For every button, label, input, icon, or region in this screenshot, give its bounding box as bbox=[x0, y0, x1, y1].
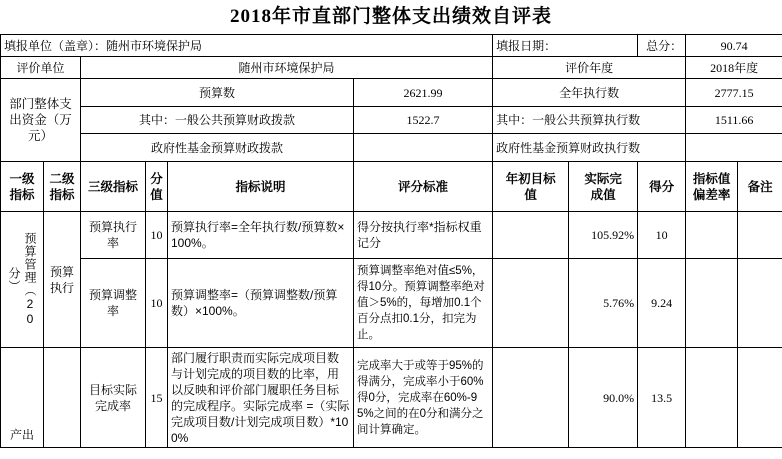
col-standard: 评分标准 bbox=[354, 162, 493, 212]
col-actual: 实际完成值 bbox=[569, 162, 638, 212]
row-standard: 得分按执行率*指标权重记分 bbox=[354, 212, 493, 259]
row-desc: 部门履行职责而实际完成项目数与计划完成的项目数的比率，用以反映和评价部门履职任务目标的完成程序。实际完成率 =（实际完成项目数/计划完成项目数）*100% bbox=[168, 348, 354, 448]
row-level2 bbox=[44, 348, 81, 448]
exec-value: 2777.15 bbox=[686, 79, 782, 107]
row-remark bbox=[738, 259, 782, 348]
row-weight: 10 bbox=[146, 212, 168, 259]
evaluation-table bbox=[0, 34, 782, 448]
row-deviation bbox=[686, 348, 738, 448]
row-desc: 预算执行率=全年执行数/预算数×100%。 bbox=[168, 212, 354, 259]
gov-fund-budget-value bbox=[354, 134, 493, 162]
gov-fund-exec-label: 政府性基金预算财政执行数 bbox=[493, 134, 686, 162]
col-remark: 备注 bbox=[738, 162, 782, 212]
col-level2: 二级指标 bbox=[44, 162, 81, 212]
budget-value: 2621.99 bbox=[354, 79, 493, 107]
eval-unit-label: 评价单位 bbox=[1, 57, 81, 79]
public-exec-label: 其中：一般公共预算执行数 bbox=[493, 107, 686, 134]
eval-year-value: 2018年度 bbox=[686, 57, 782, 79]
funds-section-label: 部门整体支出资金（万元） bbox=[1, 79, 81, 162]
row-score: 10 bbox=[638, 212, 686, 259]
total-label: 总分： bbox=[638, 35, 686, 57]
row-level1: 预算管理（20分） bbox=[1, 212, 44, 348]
col-deviation: 指标值偏差率 bbox=[686, 162, 738, 212]
public-budget-label: 其中：一般公共预算财政拨款 bbox=[81, 107, 354, 134]
col-weight: 分值 bbox=[146, 162, 168, 212]
exec-label: 全年执行数 bbox=[493, 79, 686, 107]
row-target bbox=[493, 212, 569, 259]
col-level1: 一级指标 bbox=[1, 162, 44, 212]
row-remark bbox=[738, 348, 782, 448]
row-level3: 预算执行率 bbox=[81, 212, 146, 259]
public-exec-value: 1511.66 bbox=[686, 107, 782, 134]
row-deviation bbox=[686, 212, 738, 259]
table-row bbox=[1, 348, 782, 448]
row-target bbox=[493, 259, 569, 348]
row-score: 13.5 bbox=[638, 348, 686, 448]
row-actual: 5.76% bbox=[569, 259, 638, 348]
unit-label: 填报单位（盖章）：随州市环境保护局 bbox=[1, 35, 493, 57]
row-standard: 预算调整率绝对值≤5%，得10分。预算调整率绝对值＞5%的，每增加0.1个百分点扣0.1分，扣完为止。 bbox=[354, 259, 493, 348]
row-actual: 90.0% bbox=[569, 348, 638, 448]
row-remark bbox=[738, 212, 782, 259]
page-title: 2018年市直部门整体支出绩效自评表 bbox=[0, 0, 782, 35]
date-label: 填报日期： bbox=[493, 35, 638, 57]
row-deviation bbox=[686, 259, 738, 348]
row-level3: 目标实际完成率 bbox=[81, 348, 146, 448]
row-standard: 完成率大于或等于95%的得满分，完成率小于60%得0分，完成率在60%-95%之间的在0分和满分之间计算确定。 bbox=[354, 348, 493, 448]
gov-fund-exec-value bbox=[686, 134, 782, 162]
col-level3: 三级指标 bbox=[81, 162, 146, 212]
row-target bbox=[493, 348, 569, 448]
table-row bbox=[1, 212, 782, 259]
total-score: 90.74 bbox=[686, 35, 782, 57]
gov-fund-budget-label: 政府性基金预算财政拨款 bbox=[81, 134, 354, 162]
eval-year-label: 评价年度 bbox=[493, 57, 686, 79]
col-score: 得分 bbox=[638, 162, 686, 212]
col-desc: 指标说明 bbox=[168, 162, 354, 212]
table-row bbox=[1, 259, 782, 348]
row-level2: 预算执行 bbox=[44, 212, 81, 348]
row-level1: 产出 bbox=[1, 348, 44, 448]
row-weight: 10 bbox=[146, 259, 168, 348]
row-weight: 15 bbox=[146, 348, 168, 448]
budget-label: 预算数 bbox=[81, 79, 354, 107]
col-target: 年初目标值 bbox=[493, 162, 569, 212]
row-desc: 预算调整率=（预算调整数/预算数）×100%。 bbox=[168, 259, 354, 348]
row-level3: 预算调整率 bbox=[81, 259, 146, 348]
row-score: 9.24 bbox=[638, 259, 686, 348]
eval-unit-value: 随州市环境保护局 bbox=[81, 57, 493, 79]
public-budget-value: 1522.7 bbox=[354, 107, 493, 134]
row-actual: 105.92% bbox=[569, 212, 638, 259]
